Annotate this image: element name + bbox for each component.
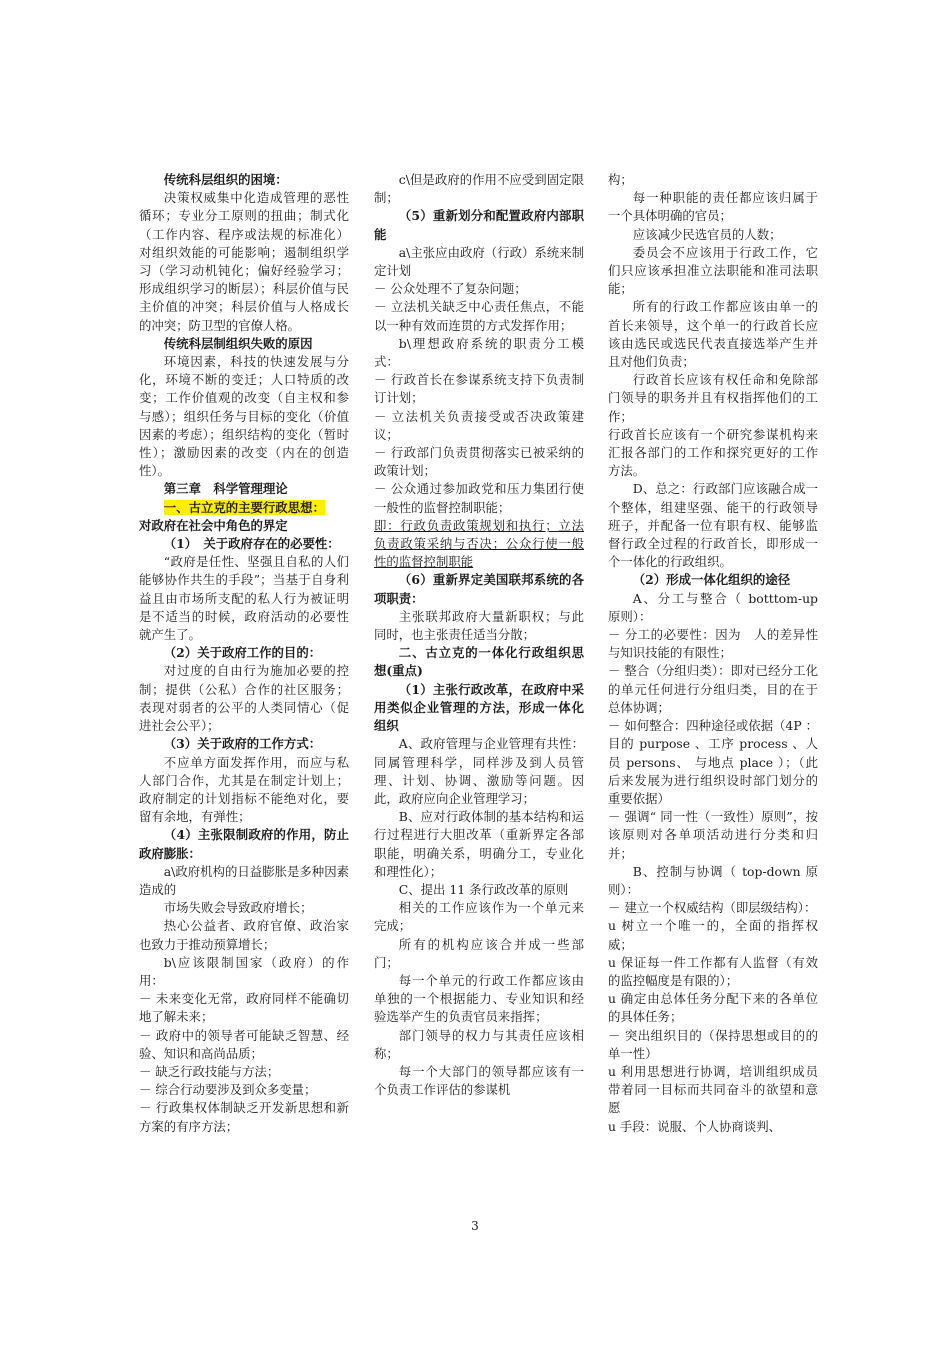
paragraph-text: （1）主张行政改革，在政府中采用类似企业管理的方法，形成一体化组织 [374, 681, 584, 734]
paragraph [374, 280, 584, 298]
paragraph [139, 735, 349, 753]
paragraph [139, 954, 349, 990]
paragraph [139, 353, 349, 480]
paragraph [608, 662, 818, 717]
paragraph-text: b\应该限制国家（政府）的作用： [139, 954, 349, 988]
paragraph-text: 所有的机构应该合并成一些部门； [374, 936, 584, 970]
paragraph [139, 662, 349, 735]
paragraph [139, 990, 349, 1026]
paragraph-text: c\但是政府的作用不应受到固定限制； [374, 172, 584, 206]
paragraph-text: 对政府在社会中角色的界定 [139, 517, 288, 533]
paragraph-text: （3）关于政府的工作方式： [163, 736, 322, 752]
paragraph-text: － 分工的必要性：因为 人的差异性与知识技能的有限性； [608, 627, 818, 661]
paragraph-text: － 建立一个权威结构（即层级结构）： [608, 900, 817, 916]
paragraph-text: 传统科层组织的困境： [163, 172, 288, 187]
paragraph [139, 826, 349, 862]
paragraph [139, 171, 349, 189]
paragraph [374, 972, 584, 1027]
paragraph-text: a\主张应由政府（行政）系统来制定计划 [374, 244, 584, 279]
paragraph [374, 808, 584, 881]
paragraph-text: － 行政部门负责贯彻落实已被采纳的政策计划； [374, 445, 584, 479]
paragraph-text: 决策权威集中化造成管理的恶性循环；专业分工原则的扭曲；制式化（工作内容、程序或法规的标准化）对组织效能的可能影响；遏制组织学习（学习动机钝化；偏好经验学习；形成组织学习的断层）；科层价值与民主价值的冲突；科层价值与人格成长的冲突；防卫型的官僚人格。 [139, 190, 349, 333]
paragraph [139, 1099, 349, 1135]
paragraph [139, 917, 349, 953]
paragraph [608, 626, 818, 662]
paragraph [374, 571, 584, 607]
paragraph [374, 408, 584, 444]
paragraph-text: B、控制与协调（ top-down 原则）： [608, 863, 818, 897]
paragraph-text: （4）主张限制政府的作用，防止政府膨胀： [139, 827, 349, 861]
paragraph [608, 571, 818, 589]
paragraph-text: b\理想政府系统的职责分工模式： [374, 335, 584, 370]
paragraph-text: 相关的工作应该作为一个单元来完成； [374, 900, 584, 934]
paragraph-text: （5）重新划分和配置政府内部职能 [374, 208, 584, 242]
paragraph-text: － 缺乏行政技能与方法； [139, 1063, 280, 1079]
paragraph [139, 499, 349, 517]
paragraph-text: 环境因素，科技的快速发展与分化，环境不断的变迁；人口特质的改变；工作价值观的改变（自主权和参与感）；组织任务与目标的变化（价值因素的考虑）；组织结构的变化（暂时性）；激励因素的改变（内在的创造性）。 [139, 354, 349, 479]
paragraph-text: 部门领导的权力与其责任应该相称； [374, 1027, 584, 1061]
paragraph-text: 热心公益者、政府官僚、政治家也致力于推动预算增长； [139, 918, 349, 952]
paragraph-text: 主张联邦政府大量新职权；与此同时，也主张责任适当分散； [374, 608, 584, 643]
paragraph [139, 189, 349, 335]
paragraph [139, 335, 349, 353]
paragraph-text: a\政府机构的日益膨胀是多种因素造成的 [139, 863, 349, 897]
paragraph [139, 553, 349, 644]
paragraph [608, 298, 818, 371]
paragraph [139, 644, 349, 662]
column-left [139, 171, 349, 1136]
paragraph [608, 917, 818, 953]
paragraph [374, 517, 584, 572]
paragraph [374, 371, 584, 407]
paragraph-text: 市场失败会导致政府增长； [163, 900, 313, 916]
paragraph-text: A、政府管理与企业管理有共性：同属管理科学，同样涉及到人员管理、计划、协调、激励等问题。因此，政府应向企业管理学习； [374, 736, 584, 806]
paragraph-text: 即：行政负责政策规划和执行；立法负责政策采纳与否决；公众行使一般性的监督控制职能 [374, 517, 584, 570]
paragraph-text: 传统科层制组织失败的原因 [163, 335, 313, 351]
paragraph [139, 1063, 349, 1081]
paragraph [608, 1027, 818, 1063]
paragraph [608, 244, 818, 299]
paragraph [608, 590, 818, 626]
paragraph [374, 1063, 584, 1099]
paragraph-text: － 整合（分组归类）：即对已经分工化的单元任何进行分组归类，目的在于总体协调； [608, 663, 818, 715]
paragraph-text: － 综合行动要涉及到众多变量； [139, 1082, 317, 1098]
paragraph [608, 171, 818, 189]
paragraph [139, 899, 349, 917]
paragraph-text: u 树立一个唯一的，全面的指挥权威； [608, 918, 818, 952]
paragraph-text: （6）重新界定美国联邦系统的各项职责： [374, 572, 584, 606]
paragraph-text: u 利用思想进行协调，培训组织成员带着同一目标而共同奋斗的欲望和意愿 [608, 1063, 818, 1116]
paragraph [374, 298, 584, 334]
paragraph [608, 863, 818, 899]
paragraph [374, 735, 584, 808]
paragraph [139, 517, 349, 535]
paragraph-text: 第三章 科学管理理论 [163, 481, 288, 497]
paragraph [139, 480, 349, 498]
paragraph [139, 754, 349, 827]
paragraph-text: 所有的行政工作都应该由单一的首长来领导，这个单一的行政首长应该由选民或选民代表直接选举产生并且对他们负责； [608, 299, 818, 370]
paragraph [608, 990, 818, 1026]
paragraph [374, 936, 584, 972]
paragraph-text: － 行政首长在参谋系统支持下负责制订计划； [374, 372, 584, 406]
paragraph-text: （2）形成一体化组织的途径 [632, 572, 791, 588]
paragraph [374, 644, 584, 680]
paragraph-text: 委员会不应该用于行政工作，它们只应该承担准立法职能和准司法职能； [608, 244, 818, 297]
paragraph [608, 426, 818, 481]
paragraph-text: 每一个大部门的领导都应该有一个负责工作评估的参谋机 [374, 1063, 584, 1098]
paragraph-text: u 确定由总体任务分配下来的各单位的具体任务； [608, 991, 818, 1025]
paragraph-text: A、分工与整合（ botttom-up 原则）： [608, 590, 818, 624]
paragraph-text: 不应单方面发挥作用，而应与私人部门合作，尤其是在制定计划上；政府制定的计划指标不能绝对化，要留有余地，有弹性； [139, 754, 349, 825]
paragraph-text: － 政府中的领导者可能缺乏智慧、经验、知识和高尚品质； [139, 1027, 349, 1061]
paragraph-text: － 立法机关负责接受或否决政策建议； [374, 408, 584, 442]
paragraph [608, 480, 818, 571]
paragraph-text: u 保证每一件工作都有人监督（有效的监控幅度是有限的）； [608, 954, 818, 988]
paragraph-text: C、提出 11 条行政改革的原则 [398, 881, 569, 897]
paragraph-text: － 行政集权体制缺乏开发新思想和新方案的有序方法； [139, 1100, 349, 1134]
paragraph [608, 226, 818, 244]
paragraph [374, 681, 584, 736]
paragraph [374, 244, 584, 280]
paragraph [608, 1063, 818, 1118]
paragraph [139, 863, 349, 899]
paragraph-text: 二、古立克的一体化行政组织思想(重点) [374, 645, 584, 679]
paragraph-text: 应该减少民选官员的人数； [632, 226, 782, 242]
paragraph-text: 行政首长应该有权任命和免除部门领导的职务并且有权指挥他们的工作； [608, 372, 818, 424]
page-number: 3 [471, 1219, 479, 1233]
paragraph-text: 每一个单元的行政工作都应该由单独的一个根据能力、专业知识和经验选举产生的负责官员来指挥； [374, 972, 584, 1025]
paragraph-text: “政府是任性、坚强且自私的人们能够协作共生的手段”；当基于自身利益且由市场所支配的私人行为被证明是不适当的时候，政府活动的必要性就产生了。 [139, 554, 349, 643]
paragraph [608, 189, 818, 225]
paragraph-text: － 立法机关缺乏中心责任焦点，不能以一种有效而连贯的方式发挥作用； [374, 299, 584, 333]
column-right [608, 171, 818, 1136]
paragraph-text: 行政首长应该有一个研究参谋机构来汇报各部门的工作和探究更好的工作方法。 [608, 426, 818, 479]
column-middle [374, 171, 584, 1099]
paragraph [608, 717, 818, 808]
paragraph-text: （1） 关于政府存在的必要性： [163, 536, 340, 552]
paragraph [374, 899, 584, 935]
paragraph [608, 954, 818, 990]
paragraph [608, 808, 818, 863]
paragraph [608, 899, 818, 917]
paragraph-text: u 手段：说服、个人协商谈判、 [608, 1118, 781, 1134]
paragraph [608, 1118, 818, 1136]
paragraph [374, 444, 584, 480]
paragraph-text: － 强调“ 同一性（一致性）原则”，按该原则对各单项活动进行分类和归并； [608, 809, 818, 861]
paragraph [374, 335, 584, 371]
paragraph-text: 一、古立克的主要行政思想： [163, 499, 325, 515]
paragraph [374, 881, 584, 899]
paragraph [139, 535, 349, 553]
paragraph [374, 207, 584, 243]
paragraph-text: 对过度的自由行为施加必要的控制；提供（公私）合作的社区服务；表现对弱者的公平的人类同情心（促进社会公平）； [139, 663, 349, 734]
paragraph-text: － 公众通过参加政党和压力集团行使一般性的监督控制职能； [374, 481, 584, 515]
paragraph-text: － 突出组织目的（保持思想或目的的单一性） [608, 1027, 818, 1061]
paragraph-text: － 如何整合：四种途径或依据（4P ：目的 purpose 、工序 process 、人员 persons、 与地点 place ）；（此后来发展为进行组织设时部门划分的重要依据） [608, 718, 818, 806]
paragraph [374, 171, 584, 207]
paragraph-text: B、应对行政体制的基本结构和运行过程进行大胆改革（重新界定各部职能，明确关系，明确分工，专业化和理性化）； [374, 809, 584, 879]
paragraph [374, 608, 584, 644]
paragraph-text: － 未来变化无常，政府同样不能确切地了解未来； [139, 991, 349, 1025]
paragraph [374, 1027, 584, 1063]
paragraph [139, 1081, 349, 1099]
paragraph [139, 1027, 349, 1063]
paragraph-text: － 公众处理不了复杂问题； [374, 281, 527, 297]
paragraph-text: （2）关于政府工作的目的： [163, 645, 322, 661]
paragraph-text: 构； [608, 172, 633, 187]
paragraph [374, 480, 584, 516]
paragraph [608, 371, 818, 426]
paragraph-text: 每一种职能的责任都应该归属于一个具体明确的官员； [608, 190, 818, 224]
paragraph-text: D、总之：行政部门应该融合成一个整体，组建坚强、能干的行政领导班子，并配备一位有职有权、能够监督行政全过程的行政首长，即形成一个一体化的行政组织。 [608, 481, 818, 570]
